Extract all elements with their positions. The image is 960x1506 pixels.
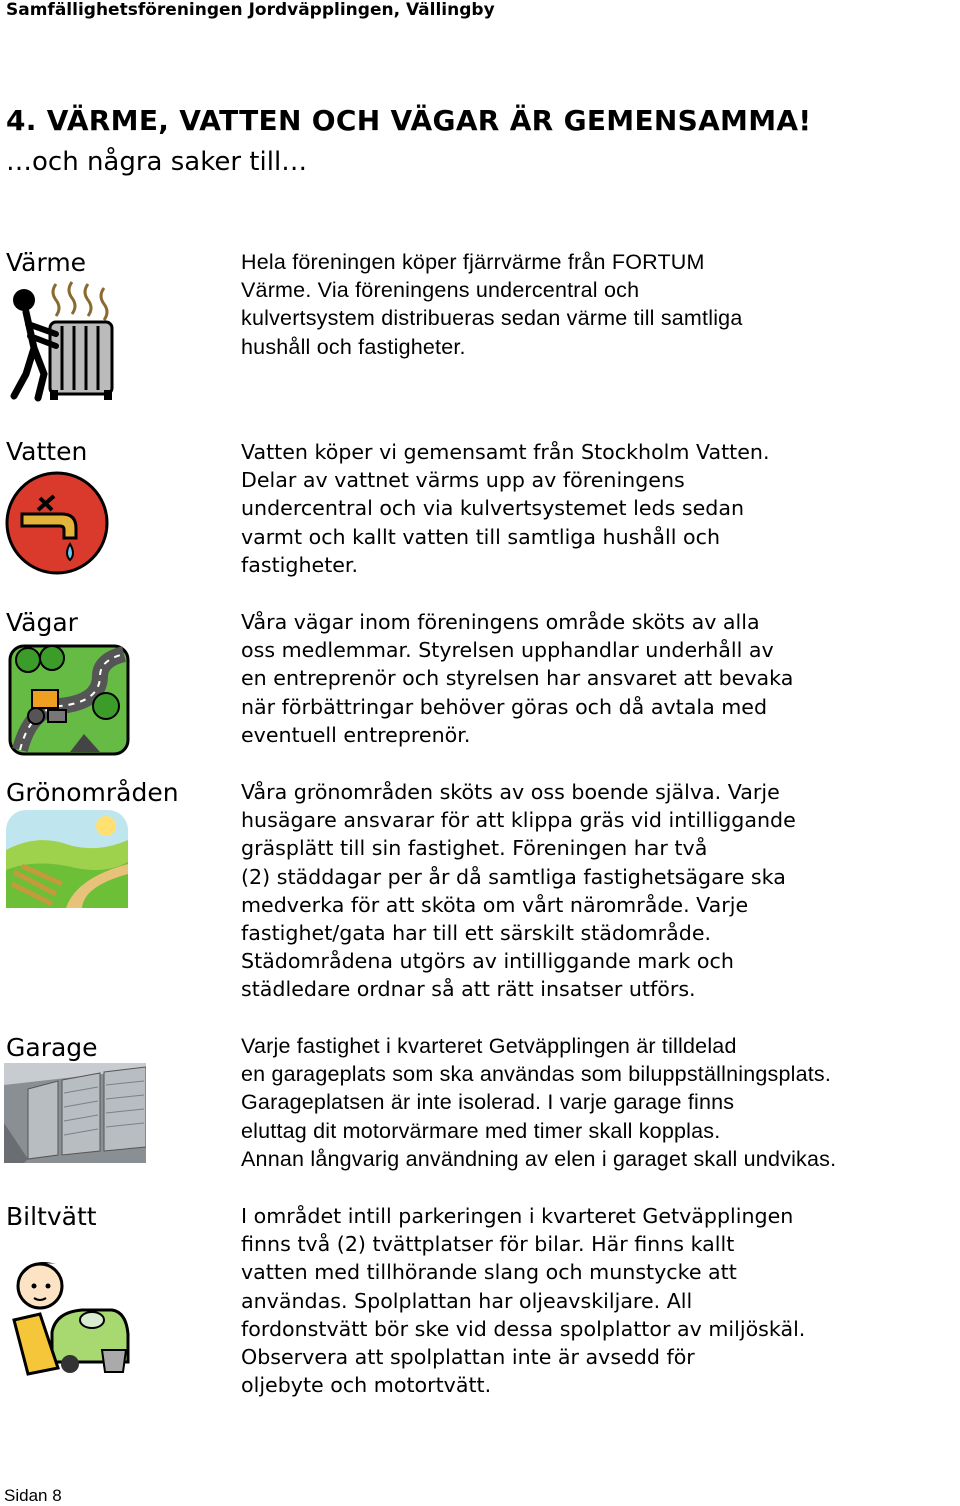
page-subtitle: …och några saker till… bbox=[6, 147, 308, 177]
section-text-gronomraden: Våra grönområden sköts av oss boende själva. Varje husägare ansvarar för att klippa gräs vid intilliggande gräsplätt till sin fastighet. Föreningen har två (2) städdagar per år då samtliga fastighetsägare ska medverka för att sköta om vårt närområde. Varje fastighet/gata har till ett särskilt städområde. Städområdena utgörs av intilliggande mark och städledare ordnar så att rätt insatser utförs. bbox=[241, 780, 796, 1002]
radiator-person-icon bbox=[4, 278, 116, 404]
document-header: Samfällighetsföreningen Jordväpplingen, Vällingby bbox=[6, 0, 495, 20]
section-label-gronomraden: Grönområden bbox=[6, 778, 179, 807]
road-roller-icon bbox=[6, 640, 132, 760]
section-label-varme: Värme bbox=[6, 248, 87, 277]
section-text-vagar: Våra vägar inom föreningens område sköts av alla oss medlemmar. Styrelsen upphandlar underhåll av en entreprenör och styrelsen har ansvaret att bevaka när förbättringar behöver göras och då avtala med eventuell entreprenör. bbox=[241, 610, 794, 747]
car-wash-person-icon bbox=[4, 1250, 132, 1378]
section-text-garage: Varje fastighet i kvarteret Getväpplingen är tilldelad en garageplats som ska användas som biluppställningsplats. Garageplatsen är inte isolerad. I varje garage finns eluttag dit motorvärmare med timer skall kopplas. Annan långvarig användning av elen i garaget skall undvikas. bbox=[241, 1034, 837, 1171]
garage-doors-photo bbox=[4, 1063, 146, 1163]
section-label-vatten: Vatten bbox=[6, 437, 88, 466]
page-number: Sidan 8 bbox=[4, 1486, 62, 1505]
water-tap-icon bbox=[4, 470, 110, 576]
section-text-varme: Hela föreningen köper fjärrvärme från FORTUM Värme. Via föreningens undercentral och kulvertsystem distribueras sedan värme till samtliga hushåll och fastigheter. bbox=[241, 250, 743, 359]
section-label-biltvatt: Biltvätt bbox=[6, 1202, 97, 1231]
section-text-biltvatt: I området intill parkeringen i kvarteret Getväpplingen finns två (2) tvättplatser för bilar. Här finns kallt vatten med tillhörande slang och munstycke att användas. Spolplattan har oljeavskiljare. All fordonstvätt bör ske vid dessa spolplattor av miljöskäl. Observera att spolplattan inte är avsedd för oljebyte och motortvätt. bbox=[241, 1204, 806, 1398]
section-text-vatten: Vatten köper vi gemensamt från Stockholm Vatten. Delar av vattnet värms upp av föreningens undercentral och via kulvertsystemet leds sedan varmt och kallt vatten till samtliga hushåll och fastigheter. bbox=[241, 440, 770, 577]
page-title: 4. VÄRME, VATTEN OCH VÄGAR ÄR GEMENSAMMA! bbox=[6, 104, 812, 137]
section-label-garage: Garage bbox=[6, 1033, 98, 1062]
section-label-vagar: Vägar bbox=[6, 608, 78, 637]
green-landscape-icon bbox=[6, 810, 128, 908]
